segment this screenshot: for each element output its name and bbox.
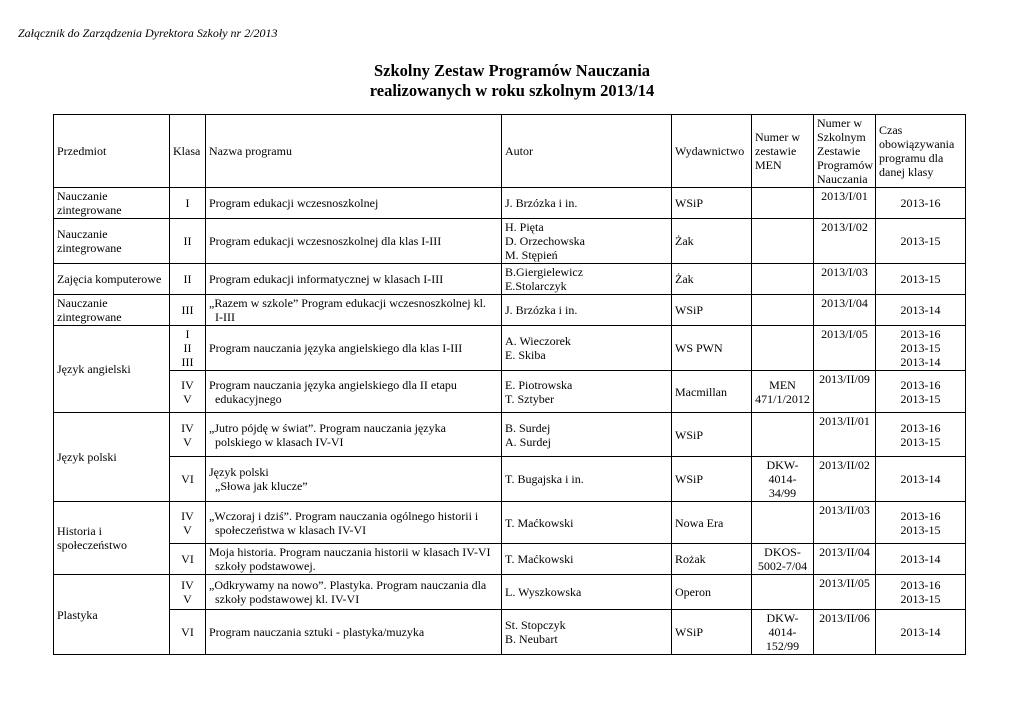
grade-cell: IV V [170, 413, 206, 457]
program-cell: Program nauczania języka angielskiego dla klas I-III [206, 326, 502, 371]
author-cell: A. Wieczorek E. Skiba [502, 326, 672, 371]
author-cell: B.Giergielewicz E.Stolarczyk [502, 264, 672, 295]
author-cell: J. Brzózka i in. [502, 188, 672, 219]
grade-cell: VI [170, 544, 206, 575]
publisher-cell: WSiP [672, 413, 752, 457]
table-row [54, 610, 966, 655]
publisher-cell: WSiP [672, 188, 752, 219]
publisher-cell: WSiP [672, 457, 752, 502]
validity-period-cell: 2013-16 2013-15 [876, 502, 966, 544]
men-number-cell: DKW- 4014-34/99 [752, 457, 814, 502]
table-row [54, 457, 966, 502]
validity-period-cell: 2013-16 [876, 188, 966, 219]
grade-cell: II [170, 264, 206, 295]
school-number-cell: 2013/I/05 [814, 326, 876, 371]
school-number-cell: 2013/II/04 [814, 544, 876, 575]
header-publisher: Wydawnictwo [672, 115, 752, 188]
grade-cell: VI [170, 610, 206, 655]
school-number-cell: 2013/II/02 [814, 457, 876, 502]
validity-period-cell: 2013-16 2013-15 [876, 413, 966, 457]
school-number-cell: 2013/I/04 [814, 295, 876, 326]
program-cell: Program nauczania sztuki - plastyka/muzyka [206, 610, 502, 655]
school-number-cell: 2013/II/05 [814, 575, 876, 610]
annex-note: Załącznik do Zarządzenia Dyrektora Szkoły nr 2/2013 [18, 26, 278, 40]
grade-cell: III [170, 295, 206, 326]
school-number-cell: 2013/II/01 [814, 413, 876, 457]
men-number-cell [752, 188, 814, 219]
men-number-cell [752, 575, 814, 610]
men-number-cell [752, 264, 814, 295]
header-validity-period: Czas obowiązywania programu dla danej klasy [876, 115, 966, 188]
program-cell: Program edukacji informatycznej w klasach I-III [206, 264, 502, 295]
program-cell: Program edukacji wczesnoszkolnej dla klas I-III [206, 219, 502, 264]
school-number-cell: 2013/I/02 [814, 219, 876, 264]
program-cell: „Odkrywamy na nowo”. Plastyka. Program nauczania dla szkoły podstawowej kl. IV-VI [206, 575, 502, 610]
validity-period-cell: 2013-14 [876, 610, 966, 655]
header-school-number: Numer w Szkolnym Zestawie Programów Nauczania [814, 115, 876, 188]
subject-cell: Nauczanie zintegrowane [54, 188, 170, 219]
men-number-cell [752, 295, 814, 326]
curriculum-table [53, 114, 966, 655]
author-cell: E. Piotrowska T. Sztyber [502, 371, 672, 413]
program-cell: Program edukacji wczesnoszkolnej [206, 188, 502, 219]
school-number-cell: 2013/II/06 [814, 610, 876, 655]
table-row [54, 188, 966, 219]
school-number-cell: 2013/II/09 [814, 371, 876, 413]
program-cell: Program nauczania języka angielskiego dla II etapu edukacyjnego [206, 371, 502, 413]
table-row [54, 413, 966, 457]
program-cell: „Wczoraj i dziś”. Program nauczania ogólnego historii i społeczeństwa w klasach IV-VI [206, 502, 502, 544]
validity-period-cell: 2013-15 [876, 219, 966, 264]
grade-cell: I [170, 188, 206, 219]
table-row [54, 326, 966, 371]
header-author: Autor [502, 115, 672, 188]
grade-cell: IV V [170, 371, 206, 413]
validity-period-cell: 2013-14 [876, 544, 966, 575]
title-line-1: Szkolny Zestaw Programów Nauczania [373, 61, 651, 80]
school-number-cell: 2013/I/01 [814, 188, 876, 219]
table-row [54, 295, 966, 326]
men-number-cell [752, 502, 814, 544]
header-grade: Klasa [170, 115, 206, 188]
publisher-cell: Rożak [672, 544, 752, 575]
table-row [54, 219, 966, 264]
men-number-cell: DKW- 4014- 152/99 [752, 610, 814, 655]
subject-cell: Nauczanie zintegrowane [54, 219, 170, 264]
author-cell: T. Maćkowski [502, 502, 672, 544]
publisher-cell: WS PWN [672, 326, 752, 371]
grade-cell: VI [170, 457, 206, 502]
grade-cell: II [170, 219, 206, 264]
publisher-cell: WSiP [672, 295, 752, 326]
title-line-2: realizowanych w roku szkolnym 2013/14 [369, 81, 655, 100]
grade-cell: IV V [170, 575, 206, 610]
publisher-cell: Żak [672, 219, 752, 264]
publisher-cell: Operon [672, 575, 752, 610]
table-row [54, 502, 966, 544]
men-number-cell: MEN 471/1/2012 [752, 371, 814, 413]
author-cell: L. Wyszkowska [502, 575, 672, 610]
subject-cell: Zajęcia komputerowe [54, 264, 170, 295]
header-row [54, 115, 966, 188]
validity-period-cell: 2013-16 2013-15 [876, 575, 966, 610]
subject-cell: Język angielski [54, 326, 170, 413]
author-cell: B. Surdej A. Surdej [502, 413, 672, 457]
school-number-cell: 2013/I/03 [814, 264, 876, 295]
publisher-cell: Macmillan [672, 371, 752, 413]
subject-cell: Plastyka [54, 575, 170, 655]
subject-cell: Język polski [54, 413, 170, 502]
grade-cell: I II III [170, 326, 206, 371]
men-number-cell [752, 326, 814, 371]
school-number-cell: 2013/II/03 [814, 502, 876, 544]
program-cell: „Razem w szkole” Program edukacji wczesnoszkolnej kl. I-III [206, 295, 502, 326]
validity-period-cell: 2013-16 2013-15 [876, 371, 966, 413]
table-row [54, 575, 966, 610]
publisher-cell: WSiP [672, 610, 752, 655]
validity-period-cell: 2013-16 2013-15 2013-14 [876, 326, 966, 371]
program-cell: Moja historia. Program nauczania historii w klasach IV-VI szkoły podstawowej. [206, 544, 502, 575]
author-cell: T. Bugajska i in. [502, 457, 672, 502]
author-cell: T. Maćkowski [502, 544, 672, 575]
table-row [54, 544, 966, 575]
men-number-cell [752, 219, 814, 264]
header-subject: Przedmiot [54, 115, 170, 188]
program-cell: „Jutro pójdę w świat”. Program nauczania języka polskiego w klasach IV-VI [206, 413, 502, 457]
subject-cell: Nauczanie zintegrowane [54, 295, 170, 326]
author-cell: H. Pięta D. Orzechowska M. Stępień [502, 219, 672, 264]
author-cell: St. Stopczyk B. Neubart [502, 610, 672, 655]
header-program: Nazwa programu [206, 115, 502, 188]
validity-period-cell: 2013-14 [876, 457, 966, 502]
publisher-cell: Żak [672, 264, 752, 295]
validity-period-cell: 2013-14 [876, 295, 966, 326]
table-row [54, 264, 966, 295]
page-title [0, 61, 1024, 101]
program-cell: Język polski „Słowa jak klucze” [206, 457, 502, 502]
table-row [54, 371, 966, 413]
publisher-cell: Nowa Era [672, 502, 752, 544]
header-men-number: Numer w zestawie MEN [752, 115, 814, 188]
author-cell: J. Brzózka i in. [502, 295, 672, 326]
subject-cell: Historia i społeczeństwo [54, 502, 170, 575]
men-number-cell: DKOS- 5002-7/04 [752, 544, 814, 575]
validity-period-cell: 2013-15 [876, 264, 966, 295]
men-number-cell [752, 413, 814, 457]
grade-cell: IV V [170, 502, 206, 544]
